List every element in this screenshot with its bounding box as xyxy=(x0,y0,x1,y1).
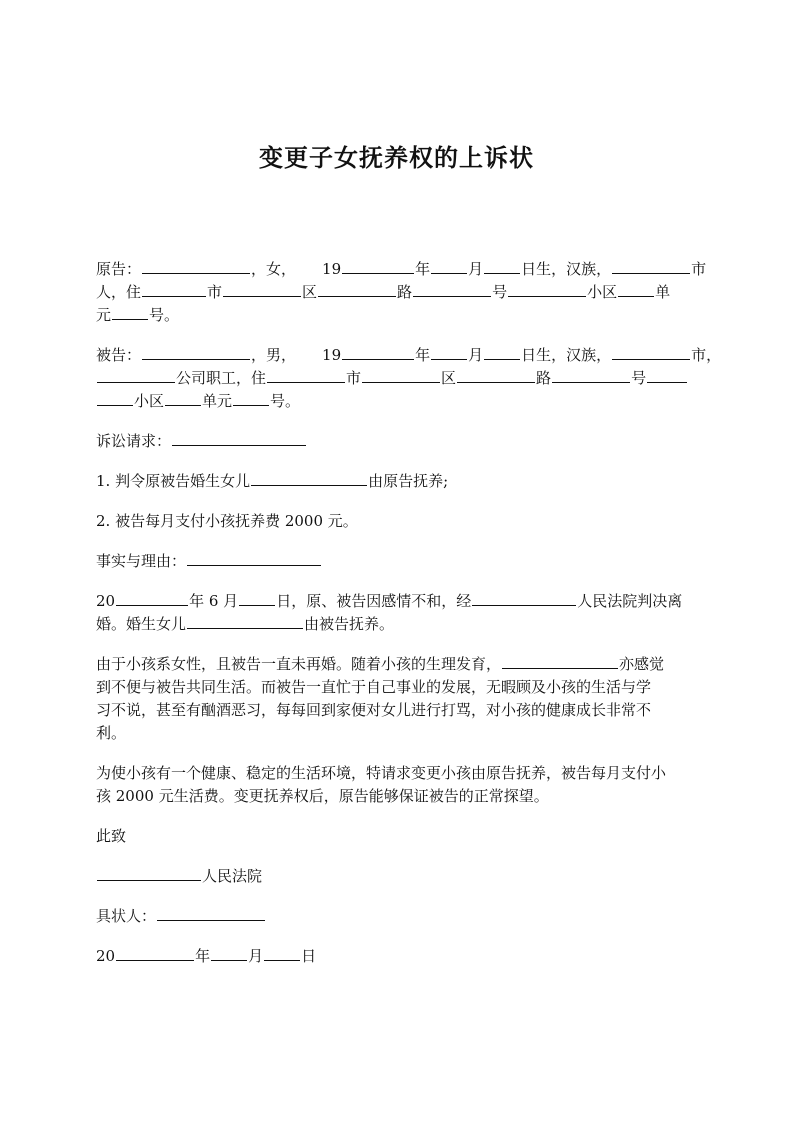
plaintiff-residence-text: 人，住 xyxy=(96,283,142,301)
plaintiff-month-text: 月 xyxy=(468,260,484,278)
facts-p1-court-text: 人民法院判决离 xyxy=(577,592,683,610)
plaintiff-road-blank xyxy=(318,281,396,297)
defendant-month-blank xyxy=(431,344,467,360)
plaintiff-line-3 xyxy=(96,304,708,327)
plaintiff-room-blank xyxy=(112,304,148,320)
defendant-city2-blank xyxy=(267,367,345,383)
defendant-building-blank-2 xyxy=(97,390,133,406)
claim-1-suffix: 由原告抚养; xyxy=(368,472,449,490)
court-name-blank xyxy=(97,865,201,881)
date-month-text: 月 xyxy=(248,947,264,965)
defendant-month-text: 月 xyxy=(468,346,484,364)
plaintiff-name-blank xyxy=(142,258,250,274)
plaintiff-community-blank xyxy=(508,281,586,297)
defendant-city-blank xyxy=(612,344,690,360)
defendant-building-blank xyxy=(647,367,687,383)
plaintiff-unit-text-2: 元 xyxy=(96,306,112,324)
plaintiff-number-blank xyxy=(413,281,491,297)
plaintiff-line-2 xyxy=(96,281,708,304)
facts-p1-line2-prefix: 婚。婚生女儿 xyxy=(96,615,187,633)
signer-blank xyxy=(157,905,265,921)
plaintiff-unit-text: 单 xyxy=(655,283,671,301)
facts-header xyxy=(96,550,708,573)
facts-paragraph-2 xyxy=(96,653,708,745)
plaintiff-section xyxy=(96,258,708,327)
plaintiff-district-text: 区 xyxy=(302,283,318,301)
plaintiff-district-blank xyxy=(223,281,301,297)
facts-p1-text: 日，原、被告因感情不和，经 xyxy=(276,592,472,610)
plaintiff-unit-blank xyxy=(618,281,654,297)
defendant-unit-text: 单元 xyxy=(202,392,233,410)
plaintiff-gender: ，女， xyxy=(251,260,297,278)
claim-item-2 xyxy=(96,510,708,533)
plaintiff-year-blank xyxy=(342,258,414,274)
defendant-number-text: 号 xyxy=(631,369,647,387)
defendant-section xyxy=(96,344,722,413)
defendant-name-blank xyxy=(142,344,250,360)
date-year-text: 年 xyxy=(195,947,211,965)
facts-p3-line1: 为使小孩有一个健康、稳定的生活环境，特请求变更小孩由原告抚养，被告每月支付小 xyxy=(96,764,667,782)
facts-paragraph-1 xyxy=(96,590,708,636)
facts-p2-child-blank xyxy=(502,653,618,669)
defendant-number-blank xyxy=(552,367,630,383)
date-month-blank xyxy=(211,945,247,961)
date-day-text: 日 xyxy=(301,947,317,965)
facts-p1-year-blank xyxy=(116,590,188,606)
date-day-blank xyxy=(264,945,300,961)
claim-item-1 xyxy=(96,470,708,493)
defendant-day-blank xyxy=(484,344,520,360)
facts-p1-day-blank xyxy=(239,590,275,606)
facts-p1-line2-suffix: 由被告抚养。 xyxy=(304,615,395,633)
document-body xyxy=(96,258,722,985)
defendant-road-blank xyxy=(457,367,535,383)
date-year-blank xyxy=(116,945,194,961)
plaintiff-community-text: 小区 xyxy=(587,283,618,301)
plaintiff-label: 原告： xyxy=(96,260,142,278)
plaintiff-month-blank xyxy=(431,258,467,274)
defendant-end-text: 号。 xyxy=(270,392,301,410)
closing-court xyxy=(96,865,708,888)
facts-p2-line4: 利。 xyxy=(96,724,127,742)
facts-p1-month-text: 年 6 月 xyxy=(189,592,239,610)
defendant-year-prefix: 19 xyxy=(322,346,342,364)
facts-p1-daughter-blank xyxy=(187,613,303,629)
defendant-line-3 xyxy=(96,390,708,413)
plaintiff-line-1 xyxy=(96,258,708,281)
facts-p3-line2: 孩 2000 元生活费。变更抚养权后，原告能够保证被告的正常探望。 xyxy=(96,787,549,805)
date-prefix: 20 xyxy=(96,947,116,965)
plaintiff-day-blank xyxy=(484,258,520,274)
facts-label: 事实与理由： xyxy=(96,552,187,570)
defendant-community-text: 小区 xyxy=(134,392,165,410)
defendant-company-text: 公司职工，住 xyxy=(176,369,267,387)
facts-p2-line1-prefix: 由于小孩系女性，且被告一直未再婚。随着小孩的生理发育， xyxy=(96,655,502,673)
claims-header xyxy=(96,430,708,453)
facts-blank xyxy=(187,550,321,566)
court-suffix-text: 人民法院 xyxy=(202,867,263,885)
plaintiff-year-prefix: 19 xyxy=(322,260,342,278)
defendant-year-blank xyxy=(342,344,414,360)
closing-signer xyxy=(96,905,708,928)
defendant-born-text: 日生，汉族， xyxy=(521,346,612,364)
defendant-district-text: 区 xyxy=(441,369,457,387)
plaintiff-city2-text: 市 xyxy=(207,283,223,301)
defendant-label: 被告： xyxy=(96,346,142,364)
claim-2-text: 2. 被告每月支付小孩抚养费 2000 元。 xyxy=(96,512,358,530)
plaintiff-year-text: 年 xyxy=(415,260,431,278)
plaintiff-end-text: 号。 xyxy=(149,306,180,324)
defendant-gender: ，男， xyxy=(251,346,297,364)
facts-p2-line1-suffix: 亦感觉 xyxy=(619,655,665,673)
closing-date xyxy=(96,945,708,968)
facts-p2-line3: 习不说，甚至有酗酒恶习，每每回到家便对女儿进行打骂，对小孩的健康成长非常不 xyxy=(96,701,652,719)
claims-label: 诉讼请求： xyxy=(96,432,172,450)
claim-1-daughter-blank xyxy=(251,470,367,486)
plaintiff-city-text: 市 xyxy=(691,260,707,278)
facts-p2-line2: 到不便与被告共同生活。而被告一直忙于自己事业的发展，无暇顾及小孩的生活与学 xyxy=(96,678,652,696)
defendant-city-text: 市， xyxy=(691,346,722,364)
document-title: 变更子女抚养权的上诉状 xyxy=(259,144,534,172)
defendant-district-blank xyxy=(362,367,440,383)
facts-p1-year-prefix: 20 xyxy=(96,592,116,610)
facts-paragraph-3 xyxy=(96,762,708,808)
defendant-room-blank xyxy=(233,390,269,406)
plaintiff-city2-blank xyxy=(142,281,206,297)
defendant-city2-text: 市 xyxy=(346,369,362,387)
defendant-line-1 xyxy=(96,344,722,367)
claims-blank xyxy=(172,430,306,446)
plaintiff-born-text: 日生，汉族， xyxy=(521,260,612,278)
salutation-text: 此致 xyxy=(96,827,127,845)
facts-p1-court-blank xyxy=(472,590,576,606)
claim-1-prefix: 1. 判令原被告婚生女儿 xyxy=(96,472,251,490)
plaintiff-city-blank xyxy=(612,258,690,274)
defendant-year-text: 年 xyxy=(415,346,431,364)
plaintiff-road-text: 路 xyxy=(397,283,413,301)
defendant-road-text: 路 xyxy=(536,369,552,387)
signer-label: 具状人： xyxy=(96,907,157,925)
closing-salutation xyxy=(96,825,708,848)
defendant-line-2 xyxy=(96,367,708,390)
defendant-unit-blank xyxy=(165,390,201,406)
defendant-company-blank xyxy=(97,367,175,383)
plaintiff-number-text: 号 xyxy=(492,283,508,301)
